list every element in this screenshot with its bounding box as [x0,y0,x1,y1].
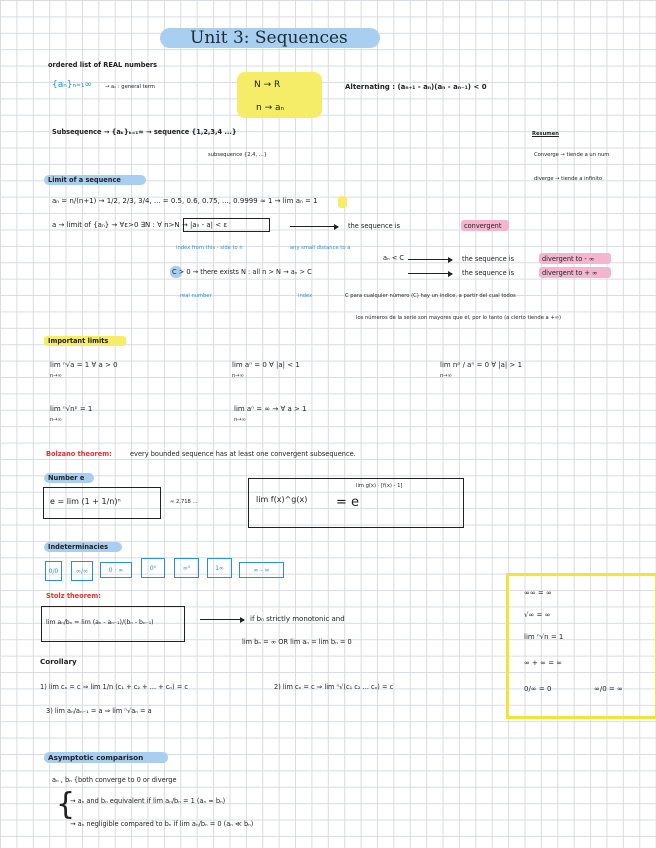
spanish-note-2: los números de la serie son mayores que él, por lo tanto (a cierto tiende a +∞) [356,315,562,321]
indeterminacy-inf-inf: ∞/∞ [71,561,93,581]
indeterminacy-0-times-inf: 0 · ∞ [100,562,132,578]
divergent-minus-text: the sequence is [462,255,515,263]
asymptotic-equivalent: → aₙ and bₙ equivalent if lim aₙ/bₙ = 1 (aₙ ≈ bₙ) [70,797,226,805]
real-number-note: real number [180,293,212,299]
stolz-condition-2: lim bₙ = ∞ OR lim aₙ = lim bₙ = 0 [242,638,352,646]
sequence-notation: {aₙ}ₙ₌₁∞ [52,80,92,90]
limit-subscript-3: n→∞ [440,373,452,379]
general-e-equals: = e [336,495,360,510]
stolz-formula: lim aₙ/bₙ = lim (aₙ - aₙ₋₁)/(bₙ - bₙ₋₁) [46,619,154,626]
spanish-note-1: C para cualquier número (C) hay un índice, a partir del cual todos [345,293,516,299]
asymptotic-intro: aₙ , bₙ {both converge to 0 or diverge [52,776,177,784]
asymptotic-negligible: → aₙ negligible compared to bₙ if lim aₙ/bₙ = 0 (aₙ ≪ bₙ) [70,820,254,828]
convergent-arrow [290,226,338,227]
divergent-minus-word: divergent to - ∞ [542,255,595,263]
resumen-title: Resumen [532,131,559,137]
limit-subscript-1: n→∞ [50,373,62,379]
distance-note: any small distance to a [290,245,351,251]
general-e-exponent: lim g(x) · [f(x) - 1] [356,483,403,489]
left-brace-icon: { [56,787,76,822]
property-inf-over-zero: ∞/0 = ∞ [594,685,623,693]
stolz-condition-1: if bₙ strictly monotonic and [250,615,345,623]
resumen-converge: Converge → tiende a un num [534,152,610,158]
corollary-1: 1) lim cₙ = c ⇒ lim 1/n (c₁ + c₂ + ... + cₙ) = c [40,683,188,691]
limit-subscript-4: n→∞ [50,417,62,423]
limit-power-small: lim aⁿ = 0 ∀ |a| < 1 [232,361,300,369]
limit-poly-exp: lim nᵖ / aⁿ = 0 ∀ |a| > 1 [440,361,523,369]
general-e-formula: lim f(x)^g(x) [256,495,308,504]
number-e-heading: Number e [48,474,85,482]
subsequence-example: subsequence {2,4, ...} [208,152,268,158]
indeterminacy-inf-pow-0: ∞⁰ [174,558,199,578]
resumen-diverge: diverge → tiende a infinito [534,176,603,182]
property-inf-pow-inf: ∞∞ = ∞ [524,589,552,597]
corollary-heading: Corollary [40,657,77,666]
c-condition-line: C > 0 → there exists N : all n > N → aₙ > C [172,268,312,276]
subsequence-label: Subsequence → {aₖ}ₖ₌₁∞ → sequence {1,2,3,4 ...} [52,128,237,136]
indeterminacy-0-pow-0: 0⁰ [141,558,165,578]
limit-power-large: lim aⁿ = ∞ → ∀ a > 1 [234,405,307,413]
indeterminacy-1-pow-inf: 1∞ [207,558,232,578]
limit-example-line: aₙ = n/(n+1) → 1/2, 2/3, 3/4, ... = 0.5, 0.6, 0.75, ..., 0.9999 ≈ 1 → lim aₙ = 1 [52,197,318,205]
general-term-note: → aₙ : general term [105,84,155,90]
indeterminacy-inf-minus-inf: ∞ - ∞ [239,562,284,578]
property-zero-over-inf: 0/∞ = 0 [524,685,552,693]
limit-subscript-2: n→∞ [232,373,244,379]
divergent-plus-word: divergent to + ∞ [542,269,598,277]
epsilon-box [183,218,270,232]
convergent-result: the sequence is [348,222,401,230]
divergent-plus-text: the sequence is [462,269,515,277]
number-e-formula: e = lim (1 + 1/n)ⁿ [50,497,121,506]
corollary-2: 2) lim cₙ = c ⇒ lim ⁿ√(c₁ c₂ ... cₙ) = c [274,683,394,691]
ordered-list-note: ordered list of REAL numbers [48,61,158,69]
stolz-arrow [200,619,244,620]
convergent-word: convergent [464,222,502,230]
alternating-definition: Alternating : (aₙ₊₁ - aₙ)(aₙ - aₙ₋₁) < 0 [345,83,487,91]
mapping-line-1: N → R [254,80,281,90]
limit-subscript-5: n→∞ [234,417,246,423]
indeterminacy-0-0: 0/0 [45,561,62,581]
limit-one-highlight [338,196,347,208]
property-root-n: lim ⁿ√n = 1 [524,633,564,641]
corollary-3: 3) lim aₙ/aₙ₋₁ = a ⇒ lim ⁿ√aₙ = a [46,707,152,715]
page-title: Unit 3: Sequences [190,28,348,48]
bolzano-text: every bounded sequence has at least one convergent subsequence. [130,450,356,458]
limit-definition-line: a → limit of {aₙ} → ∀ε>0 ∃N : ∀ n>N → |aₙ - a| < ε [52,221,228,229]
limit-root-a: lim ⁿ√a = 1 ∀ a > 0 [50,361,118,369]
limit-heading: Limit of a sequence [48,176,121,184]
div-minus-arrow [408,259,452,260]
bolzano-name: Bolzano theorem: [46,450,112,458]
important-limits-heading: Important limits [48,337,109,345]
property-inf-plus-inf: ∞ + ∞ = ∞ [524,659,563,667]
div-plus-arrow [408,273,452,274]
index-label: index [298,293,313,299]
asymptotic-heading: Asymptotic comparison [48,753,144,762]
an-less-than-c: aₙ < C [383,254,404,262]
index-note: index from this - side to n [176,245,243,251]
number-e-approx: ≈ 2,718 ... [170,499,198,505]
indeterminacies-heading: Indeterminacies [48,543,109,551]
property-root-inf: √∞ = ∞ [524,611,551,619]
mapping-line-2: n → aₙ [256,103,285,113]
stolz-heading: Stolz theorem: [46,592,101,600]
limit-root-n: lim ⁿ√nᵖ = 1 [50,405,93,413]
